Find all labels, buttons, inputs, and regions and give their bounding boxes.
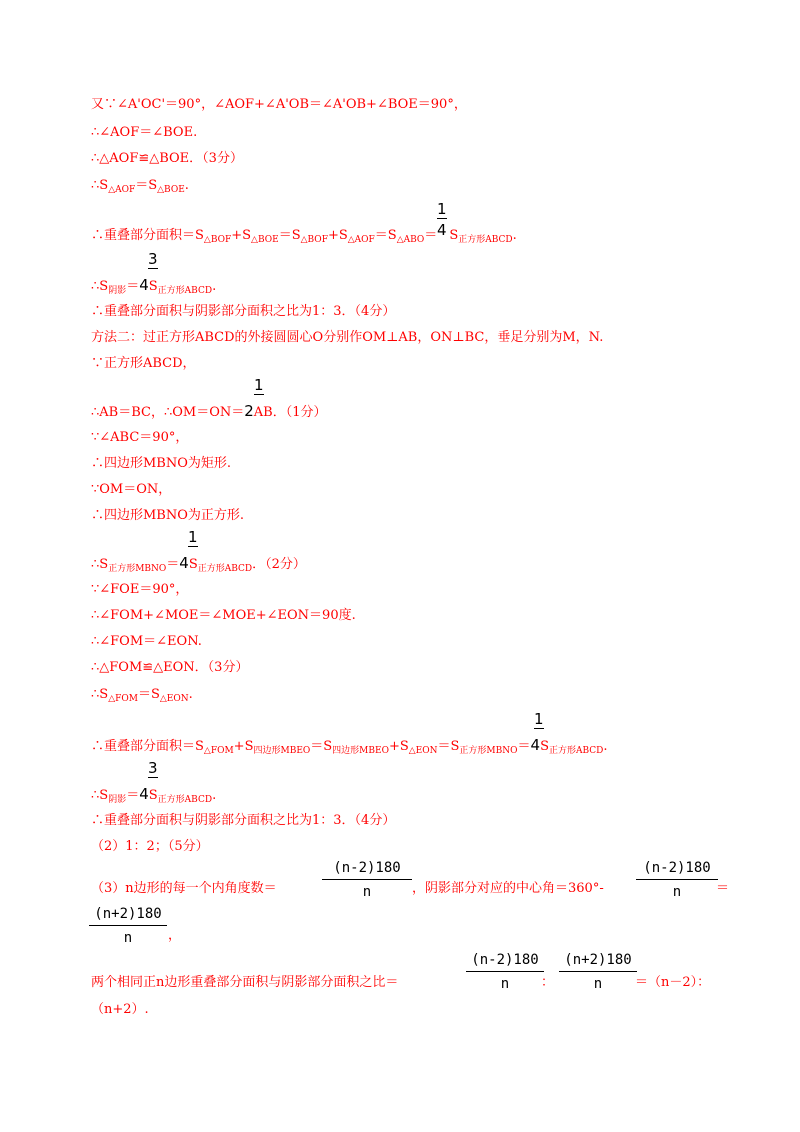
line-13: ∵OM＝ON， [91, 482, 172, 497]
t: ∴重叠部分面积＝S [91, 739, 204, 754]
line-10 [91, 403, 327, 421]
t: S [148, 279, 158, 294]
fraction-1 [437, 200, 447, 239]
line-15 [91, 555, 306, 577]
numerator: 3 [148, 250, 158, 268]
line-23: ∴重叠部分面积与阴影部分面积之比为1：3．（4分） [91, 813, 396, 828]
t: . [603, 739, 608, 754]
t: ＝ [126, 279, 140, 294]
t: ，阴影部分对应的中心角＝360°- [412, 881, 604, 896]
sub: 正方形ABCD [197, 564, 253, 574]
t: . [212, 279, 217, 294]
sub: △FOM [203, 746, 234, 756]
line-14: ∴四边形MBNO为正方形. [91, 508, 245, 523]
t: ．（2分） [252, 557, 306, 572]
numerator: 3 [148, 759, 158, 777]
denominator: 2 [244, 402, 254, 420]
sub: 正方形ABCD [548, 746, 604, 756]
t: ＝ [126, 788, 140, 803]
numerator: (n-2)180 [643, 860, 711, 876]
numerator: 1 [534, 710, 544, 728]
denominator: n [593, 976, 603, 992]
line-21 [91, 737, 608, 759]
sub: △BOE [251, 235, 279, 245]
t: ＝S [437, 739, 460, 754]
t: S [540, 739, 549, 754]
t: ＝ [166, 557, 180, 572]
t: +S [388, 739, 409, 754]
denominator: n [500, 976, 510, 992]
t: ∴S [91, 557, 109, 572]
t: ＝S [374, 228, 397, 243]
sub: 正方形MBNO [459, 746, 518, 756]
sub: 正方形MBNO [108, 564, 167, 574]
line-24: （2）1：2；（5分） [91, 839, 209, 854]
t: ＝ [517, 739, 531, 754]
denominator: 4 [179, 554, 189, 572]
numerator: (n+2)180 [564, 952, 632, 968]
line-3: ∴△AOF≌△BOE．（3分） [91, 151, 243, 166]
sub: △ABO [396, 235, 425, 245]
sub: 正方形ABCD [157, 795, 213, 805]
line-11: ∵∠ABC＝90°， [91, 430, 189, 445]
sub: 正方形ABCD [458, 235, 513, 245]
t: . [512, 228, 517, 243]
t: ∴重叠部分面积＝S [91, 228, 204, 243]
fraction-3 [254, 377, 264, 397]
line-22 [91, 786, 216, 808]
line-19: ∴△FOM≌△EON．（3分） [91, 660, 249, 675]
line-8: 方法二：过正方形ABCD的外接圆圆心O分别作OM⊥AB，ON⊥BC，垂足分别为M，N. [91, 330, 604, 345]
t: . [188, 687, 193, 702]
line-6 [91, 277, 216, 299]
numerator: (n-2)180 [471, 952, 539, 968]
t: . [212, 788, 217, 803]
t: （3）n边形的每一个内角度数＝ [91, 881, 277, 896]
fraction-e3 [89, 906, 167, 947]
denominator: 4 [139, 276, 149, 294]
line-5 [91, 228, 517, 248]
numerator: 1 [437, 200, 447, 218]
line-26: ， [168, 928, 182, 943]
t: S [188, 557, 198, 572]
t: +S [231, 228, 252, 243]
fraction-2 [148, 251, 158, 271]
line-18: ∴∠FOM＝∠EON. [91, 634, 202, 649]
sub: △FOM [108, 694, 138, 704]
t: ＝S [278, 228, 301, 243]
sub: △AOF [108, 185, 136, 195]
t: ＝S [310, 739, 333, 754]
t: ＝ [424, 228, 438, 243]
sub: 阴影 [108, 795, 127, 805]
denominator: n [672, 884, 682, 900]
denominator: n [362, 884, 372, 900]
numerator: (n-2)180 [333, 860, 401, 876]
line-28: （n+2）. [91, 1002, 149, 1017]
numerator: 1 [254, 376, 264, 394]
numerator: 1 [188, 528, 198, 546]
t: S [148, 788, 158, 803]
t: ∴S [91, 279, 109, 294]
denominator: 4 [437, 221, 447, 239]
sub: 四边形MBEO [253, 746, 311, 756]
line-16: ∵∠FOE＝90°， [91, 582, 189, 597]
t: ∴S [91, 687, 109, 702]
t: 两个相同正n边形重叠部分面积与阴影部分面积之比＝ [91, 975, 399, 990]
sub: 四边形MBEO [332, 746, 389, 756]
sub: △BOF [300, 235, 328, 245]
t: . [184, 178, 189, 193]
t: +S [233, 739, 254, 754]
t: S [449, 228, 459, 243]
fraction-4 [188, 529, 198, 549]
line-9: ∵正方形ABCD， [91, 356, 196, 371]
sub: △EON [159, 694, 189, 704]
t: ∴S [91, 178, 109, 193]
t: ＝S [137, 687, 160, 702]
line-1: 又∵∠A'OC'＝90°，∠AOF+∠A'OB＝∠A'OB+∠BOE＝90°， [91, 97, 467, 112]
sub: △AOF [347, 235, 375, 245]
line-25 [91, 881, 731, 897]
t: ＝S [135, 178, 158, 193]
t: ： [541, 975, 555, 990]
t: +S [327, 228, 348, 243]
denominator: n [123, 930, 133, 946]
fraction-6 [148, 760, 158, 780]
sub: 正方形ABCD [157, 286, 213, 296]
sub: △BOE [157, 185, 185, 195]
denominator: 4 [139, 785, 149, 803]
line-12: ∴四边形MBNO为矩形. [91, 456, 232, 471]
t: ＝（n－2）： [635, 975, 711, 990]
t: AB．（1分） [253, 405, 327, 420]
line-7: ∴重叠部分面积与阴影部分面积之比为1：3．（4分） [91, 304, 396, 319]
numerator: (n+2)180 [94, 906, 162, 922]
line-4 [91, 178, 189, 198]
line-27 [91, 975, 731, 991]
line-17: ∴∠FOM+∠MOE＝∠MOE+∠EON＝90度. [91, 608, 356, 623]
denominator: 4 [530, 736, 541, 754]
sub: △EON [408, 746, 438, 756]
sub: 阴影 [108, 286, 127, 296]
t: ∴AB＝BC，∴OM＝ON＝ [91, 405, 245, 420]
fraction-5 [534, 711, 544, 731]
sub: △BOF [203, 235, 232, 245]
line-2: ∴∠AOF＝∠BOE. [91, 125, 198, 140]
t: ∴S [91, 788, 109, 803]
line-20 [91, 687, 193, 707]
t: ＝ [716, 881, 730, 896]
